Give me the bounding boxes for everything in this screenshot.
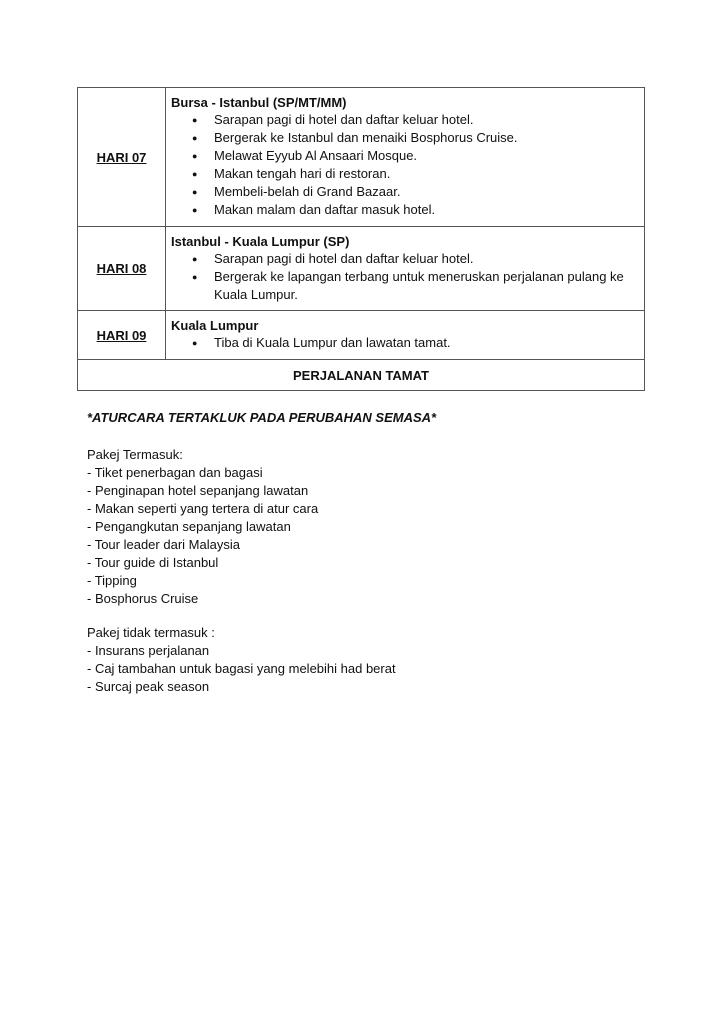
day-cell <box>78 88 166 227</box>
activity-list <box>171 250 638 304</box>
table-row <box>78 88 645 227</box>
list-item: - Bosphorus Cruise <box>87 591 199 606</box>
activity-list <box>171 111 638 219</box>
list-item: - Pengangkutan sepanjang lawatan <box>87 519 291 534</box>
day-label: HARI 09 <box>96 327 147 343</box>
trip-end-label: PERJALANAN TAMAT <box>78 360 645 391</box>
day-label: HARI 07 <box>96 149 147 165</box>
list-item: ● Sarapan pagi di hotel dan daftar keluar hotel. <box>214 111 638 129</box>
list-item: ● Melawat Eyyub Al Ansaari Mosque. <box>214 147 638 165</box>
list-item: - Insurans perjalanan <box>87 643 210 658</box>
excluded-heading: Pakej tidak termasuk : <box>87 625 215 640</box>
schedule-change-note: *ATURCARA TERTAKLUK PADA PERUBAHAN SEMASA* <box>87 410 437 425</box>
day-description <box>166 311 645 360</box>
day-label: HARI 08 <box>96 261 147 276</box>
list-item: - Penginapan hotel sepanjang lawatan <box>87 483 309 498</box>
list-item: - Caj tambahan untuk bagasi yang melebihi had berat <box>87 661 396 676</box>
list-item: ● Sarapan pagi di hotel dan daftar keluar hotel. <box>214 250 638 268</box>
included-section <box>87 446 318 608</box>
list-item: - Tour leader dari Malaysia <box>87 537 240 552</box>
list-item: ● Tiba di Kuala Lumpur dan lawatan tamat. <box>214 334 638 352</box>
list-item: ● Makan tengah hari di restoran. <box>214 165 638 183</box>
list-item: - Surcaj peak season <box>87 679 210 694</box>
list-item: ● Membeli-belah di Grand Bazaar. <box>214 183 638 201</box>
included-heading: Pakej Termasuk: <box>87 447 183 462</box>
list-item: ● Makan malam dan daftar masuk hotel. <box>214 201 638 219</box>
table-row <box>78 360 645 391</box>
day-title: Istanbul - Kuala Lumpur (SP) <box>171 234 350 249</box>
activity-list <box>171 334 638 352</box>
list-item: - Tipping <box>87 573 137 588</box>
excluded-section <box>87 624 396 696</box>
list-item: - Tiket penerbagan dan bagasi <box>87 465 263 480</box>
itinerary-table <box>77 87 645 391</box>
list-item: - Makan seperti yang tertera di atur cara <box>87 501 319 516</box>
day-cell <box>78 227 166 311</box>
day-description <box>166 227 645 311</box>
day-cell <box>78 311 166 360</box>
table-row <box>78 227 645 311</box>
day-title: Bursa - Istanbul (SP/MT/MM) <box>171 95 347 110</box>
table-row <box>78 311 645 360</box>
list-item: - Tour guide di Istanbul <box>87 555 219 570</box>
day-description <box>166 88 645 227</box>
list-item: ● Bergerak ke Istanbul dan menaiki Bosphorus Cruise. <box>214 129 638 147</box>
list-item: ● Bergerak ke lapangan terbang untuk meneruskan perjalanan pulang ke Kuala Lumpur. <box>214 268 638 304</box>
day-title: Kuala Lumpur <box>171 318 259 333</box>
